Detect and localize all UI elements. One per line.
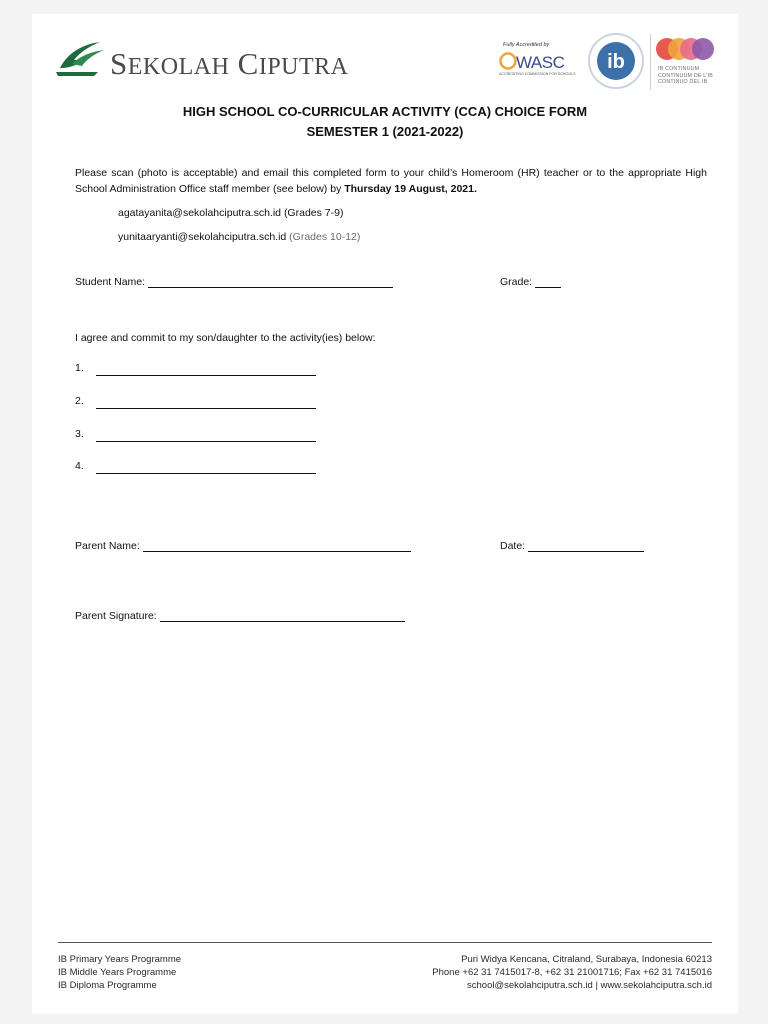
contact-email-grades-7-9: agatayanita@sekolahciputra.sch.id (Grades 7-9) — [118, 207, 344, 219]
ib-continuum-logo — [654, 36, 720, 90]
activity-number: 4. — [75, 460, 84, 472]
contact-email-grades-10-12: yunitaaryanti@sekolahciputra.sch.id (Grades 10-12) — [118, 231, 361, 243]
parent-signature-field[interactable]: Parent Signature: — [75, 610, 405, 622]
date-field[interactable]: Date: — [500, 540, 644, 552]
student-name-line[interactable] — [148, 277, 393, 288]
parent-name-field[interactable]: Parent Name: — [75, 540, 411, 552]
activity-4-line[interactable] — [96, 473, 316, 474]
footer-contact-info — [432, 953, 712, 992]
grade-line[interactable] — [535, 277, 561, 288]
school-emblem-icon — [54, 38, 106, 78]
footer-phone: Phone +62 31 7415017-8, +62 31 21001716; Fax +62 31 7415016 — [432, 967, 712, 978]
svg-text:ib: ib — [607, 51, 625, 73]
footer-web: school@sekolahciputra.sch.id | www.sekolahciputra.sch.id — [467, 980, 712, 991]
student-name-field[interactable]: Student Name: — [75, 276, 393, 288]
svg-text:WASC: WASC — [516, 53, 565, 72]
continuum-text: IB CONTINUUM CONTINUUM DE L'IB CONTINUO DEL IB — [658, 66, 714, 85]
wasc-mark-icon — [499, 50, 579, 72]
activity-3-line[interactable] — [96, 441, 316, 442]
activity-2-line[interactable] — [96, 408, 316, 409]
parent-signature-line[interactable] — [160, 611, 405, 622]
school-logo — [54, 38, 394, 86]
agreement-statement: I agree and commit to my son/daughter to the activity(ies) below: — [75, 332, 376, 344]
form-title: HIGH SCHOOL CO-CURRICULAR ACTIVITY (CCA) CHOICE FORM — [182, 104, 588, 119]
activity-1-line[interactable] — [96, 375, 316, 376]
form-page — [32, 14, 738, 1014]
date-line[interactable] — [528, 541, 644, 552]
ib-logo — [587, 32, 645, 90]
continuum-circles-icon — [654, 36, 720, 64]
grade-field[interactable]: Grade: — [500, 276, 561, 288]
footer-address: Puri Widya Kencana, Citraland, Surabaya, Indonesia 60213 — [461, 954, 712, 965]
parent-name-line[interactable] — [143, 541, 411, 552]
school-name: SEKOLAH CIPUTRA — [110, 46, 349, 81]
form-subtitle: SEMESTER 1 (2021-2022) — [306, 124, 464, 139]
activity-number: 3. — [75, 428, 84, 440]
submission-deadline: Thursday 19 August, 2021. — [344, 183, 477, 195]
activity-number: 1. — [75, 362, 84, 374]
wasc-accreditation-logo: Fully Accredited by WASC ACCREDITING COMMISSION FOR SCHOOLS — [499, 42, 579, 78]
logo-separator — [650, 34, 651, 90]
footer-programmes: IB Primary Years Programme IB Middle Years Programme IB Diploma Programme — [58, 954, 182, 991]
activity-number: 2. — [75, 395, 84, 407]
instructions-paragraph: Please scan (photo is acceptable) and email this completed form to your child’s Homeroom (HR) teacher or to the appropriate High School Administration Office staff member (see below) by Thursday 19 August, 2021. — [75, 167, 707, 195]
footer-divider — [58, 942, 712, 943]
